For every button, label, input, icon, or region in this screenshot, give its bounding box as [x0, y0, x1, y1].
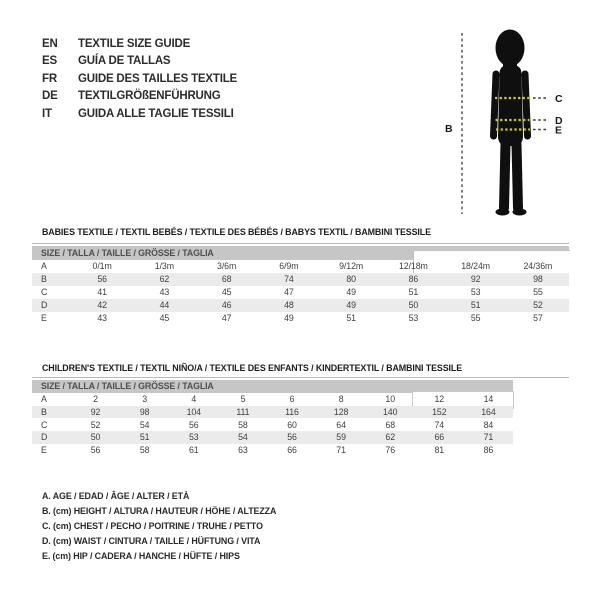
table-cell: 62	[133, 273, 195, 286]
table-row	[32, 260, 569, 273]
table-cell: 56	[267, 431, 316, 444]
table-cell: 2	[93, 394, 98, 405]
table-cell: 51	[408, 287, 419, 298]
table-cell: 128	[317, 406, 366, 419]
table-cell: 92	[445, 273, 507, 286]
row-letter: C	[41, 419, 48, 430]
table-cell: 66	[287, 445, 297, 456]
table-cell: 55	[470, 313, 481, 323]
legend-item: E. (cm) HIP / CADERA / HANCHE / HÜFTE / HIPS	[42, 551, 240, 562]
table-row	[32, 393, 513, 406]
table-cell: 50	[382, 299, 444, 312]
table-cell: 51	[445, 299, 507, 312]
language-row	[42, 36, 237, 53]
table-cell: 68	[196, 273, 258, 286]
babies-size-header: SIZE / TALLA / TAILLE / GRÖSSE / TAGLIA	[32, 246, 569, 260]
babies-rule	[32, 243, 569, 244]
table-cell: 12/18m	[399, 261, 428, 272]
language-row	[42, 53, 237, 70]
table-row	[32, 312, 569, 325]
table-cell: 54	[218, 431, 267, 444]
legend-item: D. (cm) WAIST / CINTURA / TAILLE / HÜFTUNG / VITA	[42, 536, 261, 547]
table-cell: 6	[289, 394, 295, 405]
table-cell: 5	[240, 394, 246, 405]
table-cell: 74	[434, 419, 445, 430]
language-code: DE	[42, 90, 58, 103]
table-cell: 104	[169, 406, 218, 419]
table-cell: 57	[533, 313, 543, 323]
table-cell: 55	[533, 287, 543, 298]
language-code: IT	[42, 107, 52, 120]
language-row	[42, 88, 237, 105]
table-cell: 45	[159, 313, 170, 323]
table-cell: 10	[385, 394, 395, 405]
language-label: GUIDE DES TAILLES TEXTILE	[78, 72, 237, 85]
table-cell: 18/24m	[461, 261, 490, 272]
language-label: GUÍA DE TALLAS	[78, 55, 171, 68]
table-cell: 0/1m	[92, 261, 112, 272]
table-cell: 46	[196, 299, 258, 312]
table-cell: 52	[90, 419, 101, 430]
table-cell: 140	[366, 406, 415, 419]
table-cell: 49	[346, 287, 356, 298]
table-cell: 164	[464, 406, 513, 419]
legend-item: B. (cm) HEIGHT / ALTURA / HAUTEUR / HÖHE / ALTEZZA	[42, 506, 277, 517]
table-cell: 81	[434, 445, 445, 456]
table-cell: 49	[284, 313, 294, 323]
measurement-legend	[42, 489, 276, 564]
row-letter: B	[32, 273, 71, 286]
table-cell: 3	[142, 394, 148, 405]
table-cell: 80	[320, 273, 382, 286]
table-row	[32, 418, 513, 431]
language-label: TEXTILGRÖßENFÜHRUNG	[78, 90, 221, 103]
language-label: TEXTILE SIZE GUIDE	[78, 38, 191, 50]
children-rule	[32, 377, 569, 378]
size-figure	[440, 14, 590, 229]
children-size-header: SIZE / TALLA / TAILLE / GRÖSSE / TAGLIA	[32, 380, 513, 393]
language-code: EN	[42, 38, 58, 50]
table-row	[32, 406, 513, 419]
table-cell: 44	[133, 299, 195, 312]
table-row	[32, 299, 569, 312]
table-cell: 59	[317, 431, 366, 444]
table-cell: 56	[188, 419, 199, 430]
legend-item: C. (cm) CHEST / PECHO / POITRINE / TRUHE / PETTO	[42, 521, 263, 532]
table-cell: 71	[336, 445, 346, 456]
table-row	[32, 431, 513, 444]
table-cell: 50	[71, 431, 120, 444]
legend-item: A. AGE / EDAD / ÂGE / ALTER / ETÀ	[42, 491, 190, 501]
children-size-table	[32, 393, 513, 456]
table-row	[32, 286, 569, 299]
table-cell: 9/12m	[339, 261, 364, 272]
language-list	[42, 36, 237, 123]
table-cell: 71	[464, 431, 513, 444]
table-cell: 12	[434, 394, 445, 405]
row-letter: B	[32, 406, 71, 419]
table-cell: 43	[159, 287, 170, 298]
label-b: B	[445, 123, 453, 135]
table-cell: 51	[346, 313, 356, 323]
babies-size-table	[32, 260, 569, 324]
table-cell: 58	[139, 445, 150, 456]
row-letter: C	[41, 287, 48, 298]
table-cell: 64	[336, 419, 346, 430]
language-label: GUIDA ALLE TAGLIE TESSILI	[78, 107, 234, 120]
row-letter: E	[41, 445, 47, 456]
language-code: FR	[42, 72, 57, 85]
table-cell: 98	[120, 406, 169, 419]
table-cell: 53	[169, 431, 218, 444]
table-cell: 51	[120, 431, 169, 444]
table-cell: 61	[188, 445, 199, 456]
table-cell: 45	[221, 287, 232, 298]
table-cell: 86	[483, 445, 494, 456]
table-cell: 111	[218, 406, 267, 419]
table-cell: 116	[267, 406, 316, 419]
table-cell: 42	[71, 299, 133, 312]
table-cell: 62	[366, 431, 415, 444]
label-e: E	[555, 124, 563, 137]
table-cell: 14	[483, 394, 494, 405]
table-cell: 63	[238, 445, 248, 456]
table-cell: 47	[221, 313, 232, 323]
table-row	[32, 444, 513, 457]
table-cell: 3/6m	[217, 261, 237, 272]
table-cell: 92	[71, 406, 120, 419]
row-letter: A	[41, 394, 47, 405]
language-code: ES	[42, 55, 57, 68]
table-cell: 74	[258, 273, 320, 286]
table-cell: 41	[97, 287, 107, 298]
table-cell: 53	[408, 313, 419, 323]
table-cell: 98	[507, 273, 569, 286]
table-row	[32, 273, 569, 286]
table-cell: 8	[338, 394, 344, 405]
table-cell: 24/36m	[523, 261, 553, 272]
table-cell: 152	[415, 406, 464, 419]
language-row	[42, 71, 237, 88]
label-c: C	[555, 93, 563, 105]
table-cell: 66	[415, 431, 464, 444]
table-cell: 1/3m	[154, 261, 174, 272]
table-cell: 54	[139, 419, 150, 430]
table-cell: 4	[191, 394, 197, 405]
child-silhouette-icon	[494, 30, 528, 216]
table-cell: 49	[320, 299, 382, 312]
language-row	[42, 106, 237, 123]
table-cell: 58	[238, 419, 248, 430]
row-letter: A	[41, 261, 47, 272]
table-cell: 60	[287, 419, 297, 430]
table-cell: 47	[284, 287, 294, 298]
table-cell: 76	[385, 445, 395, 456]
table-cell: 6/9m	[279, 261, 299, 272]
table-cell: 84	[483, 419, 494, 430]
row-letter: D	[32, 431, 71, 444]
table-cell: 86	[382, 273, 444, 286]
table-cell: 52	[507, 299, 569, 312]
row-letter: E	[41, 313, 47, 323]
table-cell: 68	[385, 419, 395, 430]
child-silhouette-diagram	[440, 14, 590, 229]
table-cell: 48	[258, 299, 320, 312]
table-cell: 56	[71, 273, 133, 286]
table-cell: 53	[470, 287, 481, 298]
babies-section-title: BABIES TEXTILE / TEXTIL BEBÉS / TEXTILE DES BÉBÉS / BABYS TEXTIL / BAMBINI TESSILE	[42, 227, 431, 237]
label-d: D	[555, 115, 563, 127]
table-cell: 56	[90, 445, 101, 456]
table-cell: 43	[97, 313, 107, 323]
children-section-title: CHILDREN'S TEXTILE / TEXTIL NIÑO/A / TEXTILE DES ENFANTS / KINDERTEXTIL / BAMBINI TESSILE	[42, 363, 463, 373]
row-letter: D	[32, 299, 71, 312]
